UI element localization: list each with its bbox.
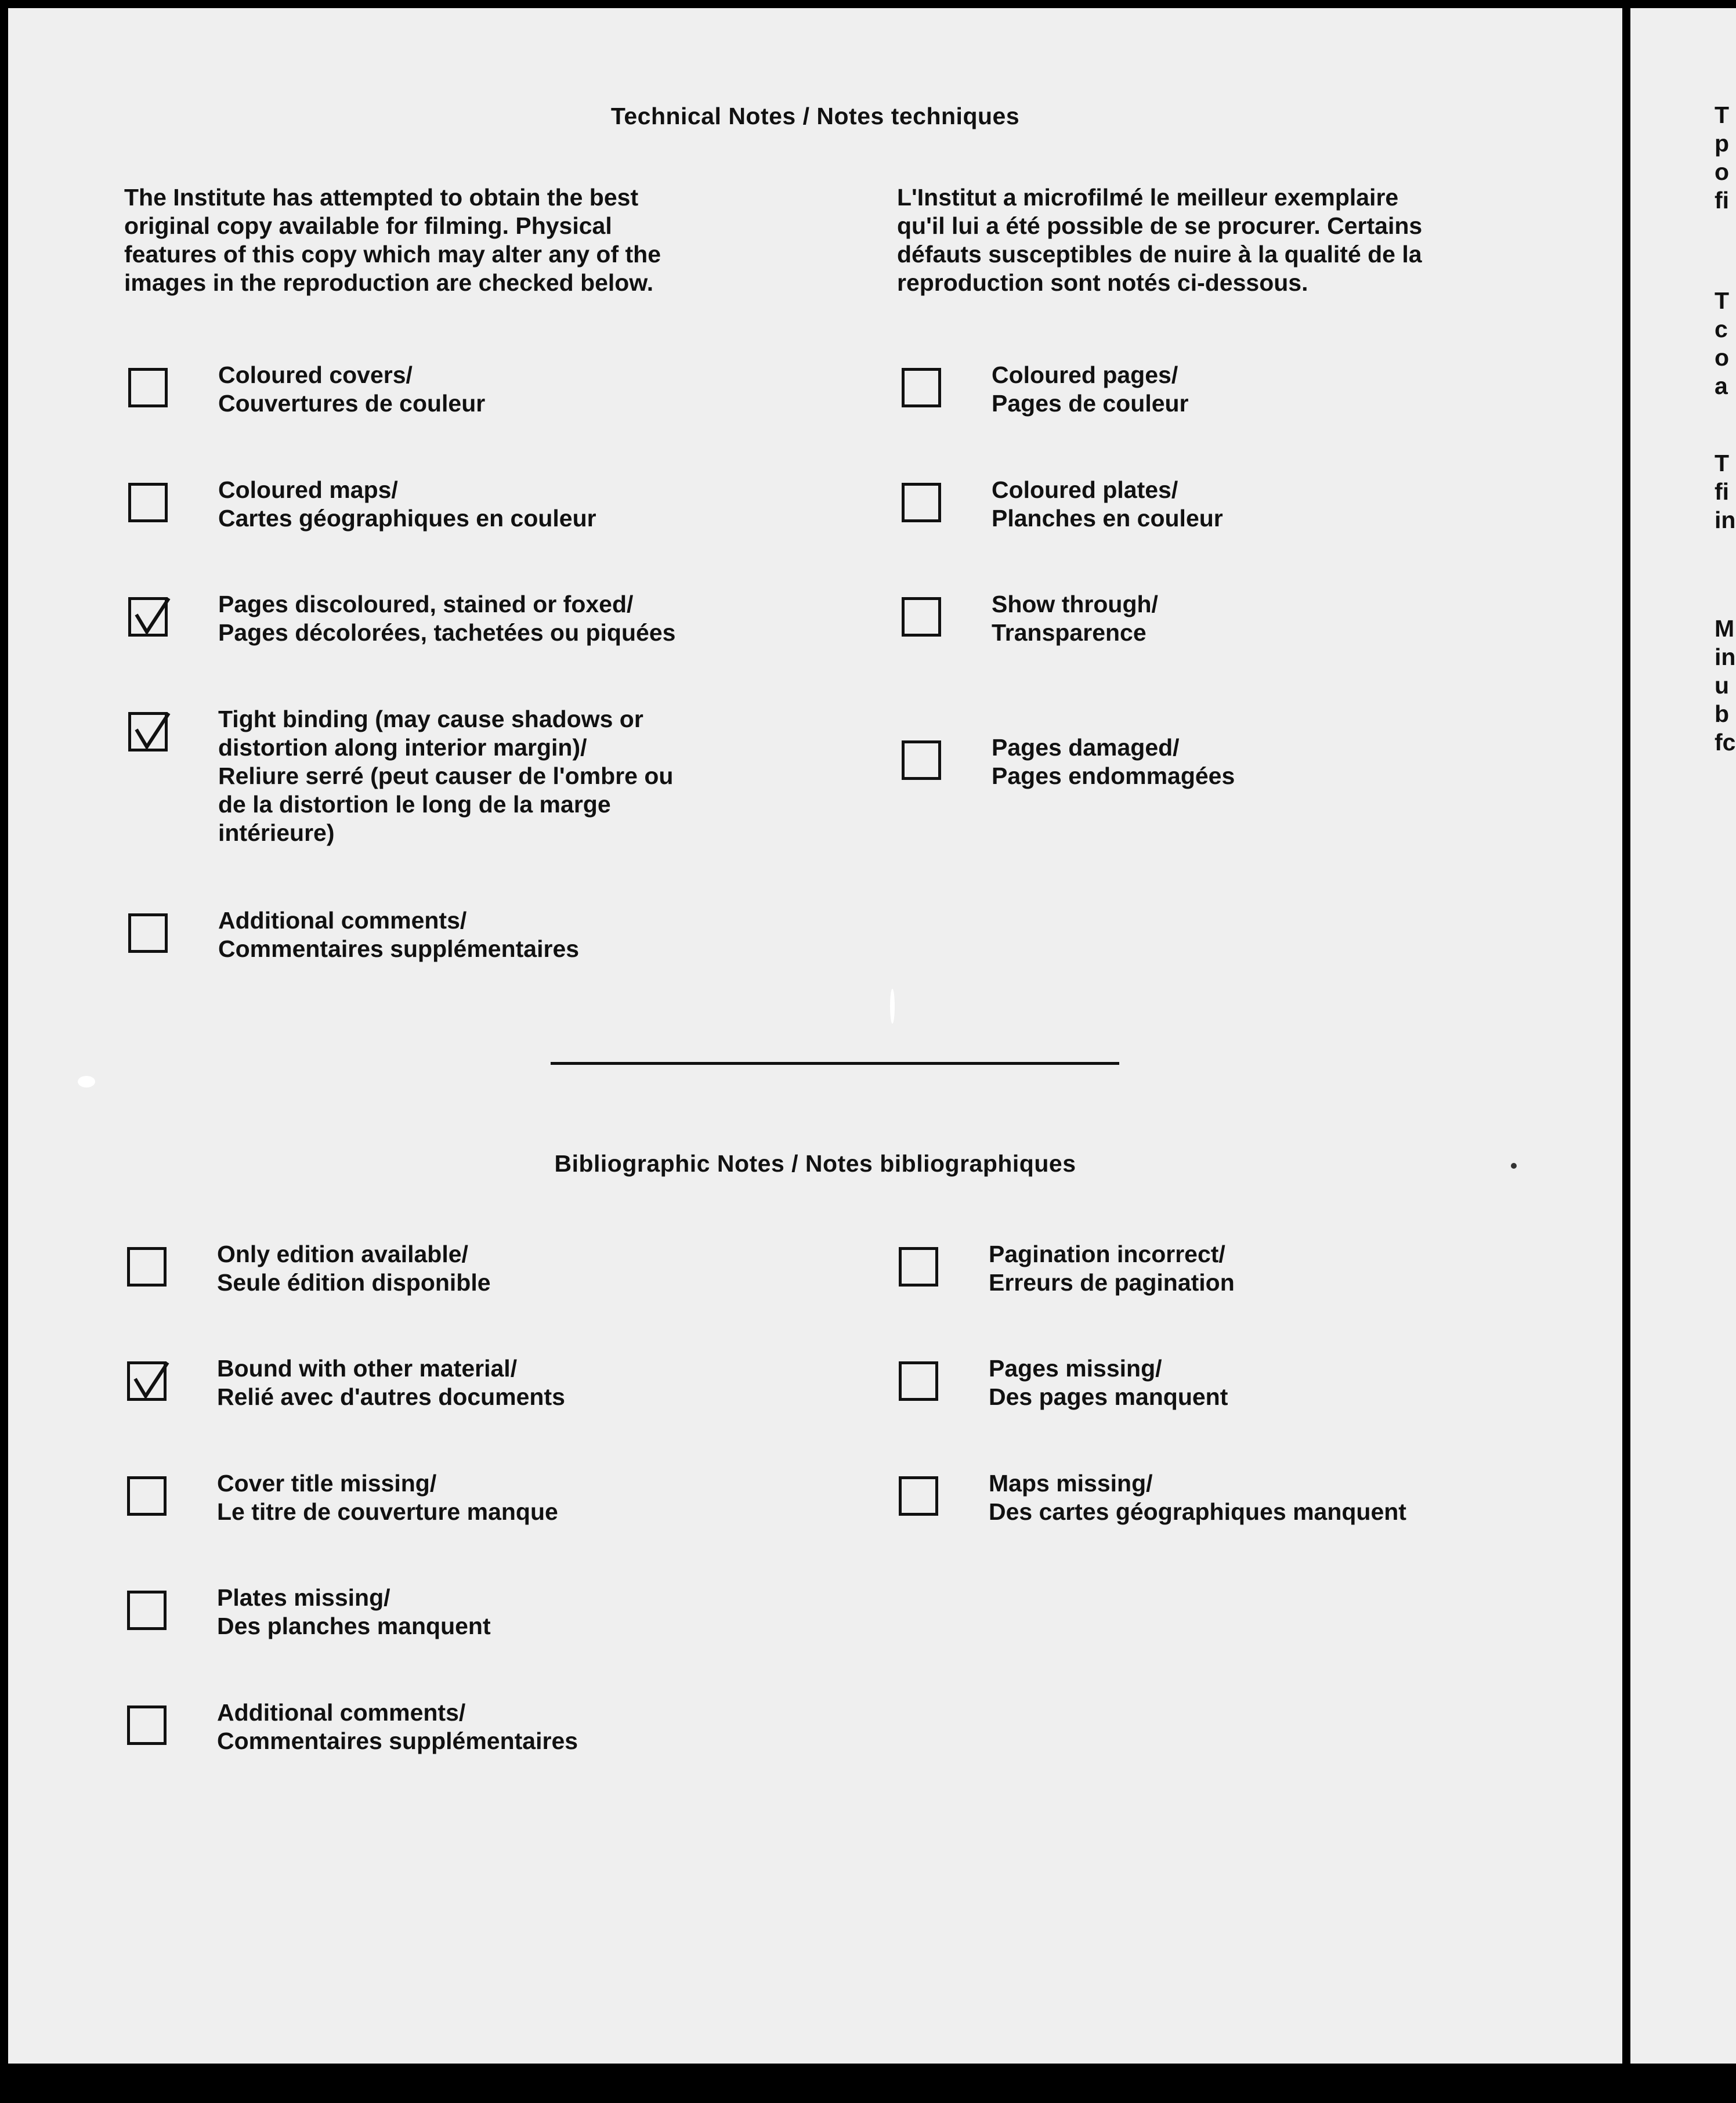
checkbox[interactable] <box>902 483 941 522</box>
checkbox[interactable] <box>127 1476 167 1516</box>
next-page-text-block: T c o a <box>1715 287 1730 399</box>
checklist-item-label: Plates missing/ Des planches manquent <box>217 1584 491 1639</box>
checklist-item-label: Bound with other material/ Relié avec d'autres documents <box>217 1355 565 1410</box>
checklist-item-label: Pages missing/ Des pages manquent <box>989 1355 1228 1410</box>
checklist-item-label: Tight binding (may cause shadows or distortion along interior margin)/ Reliure serré (peut causer de l'ombre ou de la distortion le long de la marge intérieure) <box>218 706 674 846</box>
checklist-item-label: Pages discoloured, stained or foxed/ Pages décolorées, tachetées ou piquées <box>218 591 676 646</box>
checklist-item-label: Pages damaged/ Pages endommagées <box>992 734 1235 789</box>
checkbox[interactable] <box>899 1247 938 1287</box>
checkbox[interactable] <box>128 483 168 522</box>
checkbox[interactable] <box>899 1361 938 1401</box>
checkbox[interactable] <box>902 597 941 637</box>
checklist-item-label: Only edition available/ Seule édition disponible <box>217 1241 491 1296</box>
checklist-item-label: Coloured maps/ Cartes géographiques en couleur <box>218 476 596 532</box>
intro-french: L'Institut a microfilmé le meilleur exemplaire qu'il lui a été possible de se procurer. Certains défauts susceptibles de nuire à la qualité de la reproduction sont notés ci-dessous. <box>897 184 1423 296</box>
section-divider <box>551 1062 1119 1065</box>
checkmark-icon <box>132 711 172 751</box>
checkbox[interactable] <box>128 913 168 953</box>
checkbox[interactable] <box>902 740 941 780</box>
intro-english: The Institute has attempted to obtain the best original copy available for filming. Physical features of this copy which may alter any of the images in the reproduction are checked below. <box>124 184 661 296</box>
checklist-item-label: Coloured covers/ Couvertures de couleur <box>218 362 486 417</box>
bibliographic-notes-heading: Bibliographic Notes / Notes bibliographiques <box>554 1150 1076 1177</box>
next-page-text-block: T fi in <box>1715 450 1736 533</box>
checklist-item-label: Coloured plates/ Planches en couleur <box>992 476 1223 532</box>
checklist-item-label: Additional comments/ Commentaires supplémentaires <box>218 907 580 962</box>
next-page-edge <box>1630 8 1736 2064</box>
technical-notes-heading: Technical Notes / Notes techniques <box>610 103 1020 129</box>
film-speck <box>890 989 895 1024</box>
technical-notes-sheet <box>8 8 1622 2064</box>
checklist-item-label: Pagination incorrect/ Erreurs de pagination <box>989 1241 1235 1296</box>
checklist-item-label: Cover title missing/ Le titre de couverture manque <box>217 1470 558 1525</box>
checkbox[interactable] <box>127 1591 167 1630</box>
checkbox[interactable] <box>127 1705 167 1745</box>
next-page-text-block: T p o fi <box>1715 102 1730 214</box>
film-speck <box>78 1076 95 1087</box>
checkbox[interactable] <box>902 368 941 407</box>
checklist-item-label: Coloured pages/ Pages de couleur <box>992 362 1189 417</box>
checkbox[interactable] <box>899 1476 938 1516</box>
checkbox[interactable] <box>127 1247 167 1287</box>
scan-border <box>0 0 1736 8</box>
checklist-item-label: Maps missing/ Des cartes géographiques manquent <box>989 1470 1406 1525</box>
checkmark-icon <box>131 1360 171 1401</box>
next-page-text-block: M in u b fc <box>1715 615 1736 756</box>
checkmark-icon <box>132 596 172 637</box>
checklist-item-label: Show through/ Transparence <box>992 591 1158 646</box>
checklist-item-label: Additional comments/ Commentaires supplémentaires <box>217 1699 578 1754</box>
film-speck <box>1511 1163 1517 1169</box>
checkbox[interactable] <box>128 368 168 407</box>
